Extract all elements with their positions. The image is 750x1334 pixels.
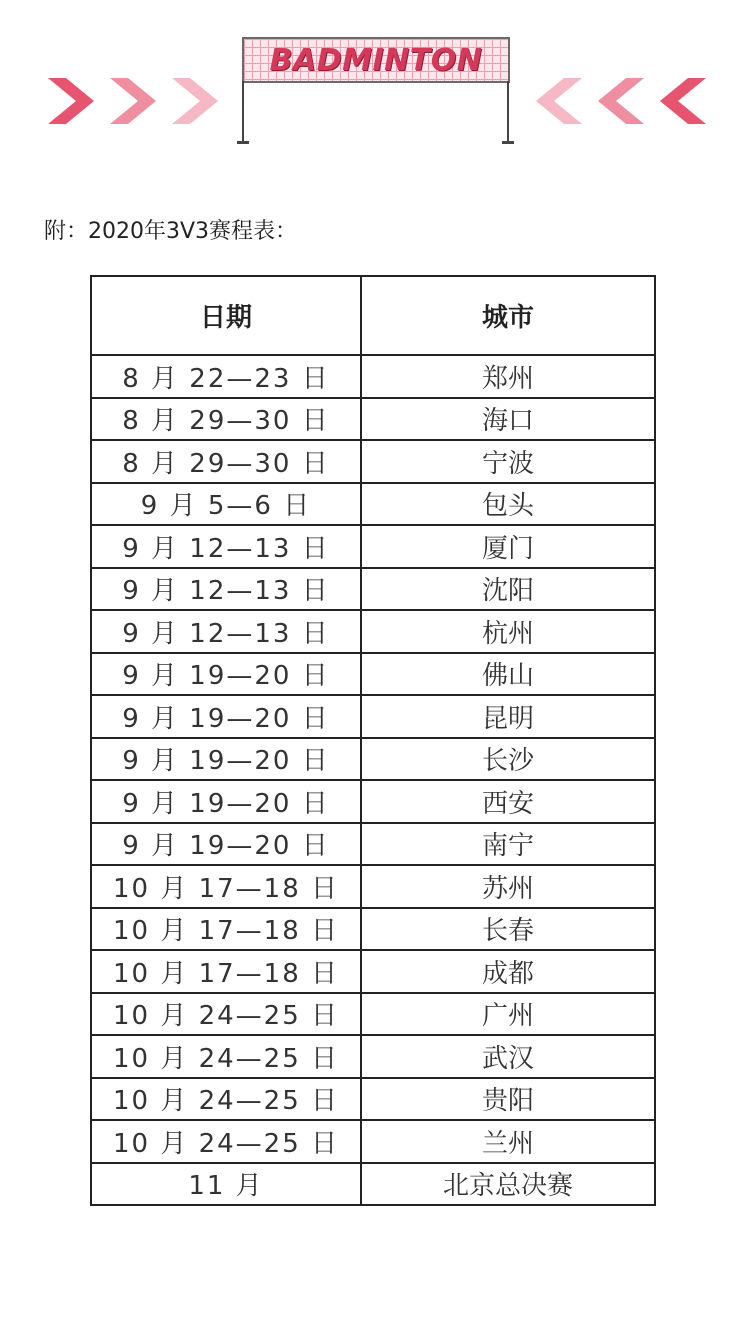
- date-cell: 10 月 24—25 日: [91, 1035, 361, 1078]
- table-row: [91, 568, 655, 611]
- city-cell: 包头: [361, 483, 655, 526]
- date-cell: 10 月 17—18 日: [91, 865, 361, 908]
- date-cell: 8 月 29—30 日: [91, 398, 361, 441]
- badminton-net: [242, 37, 510, 83]
- city-cell: 兰州: [361, 1120, 655, 1163]
- city-cell: 北京总决赛: [361, 1163, 655, 1206]
- table-row: [91, 1078, 655, 1121]
- city-cell: 成都: [361, 950, 655, 993]
- city-cell: 广州: [361, 993, 655, 1036]
- table-row: [91, 398, 655, 441]
- net-foot-right: [502, 141, 514, 144]
- table-row: [91, 823, 655, 866]
- header-date: 日期: [91, 276, 361, 355]
- table-row: [91, 1163, 655, 1206]
- city-cell: 郑州: [361, 355, 655, 398]
- city-cell: 贵阳: [361, 1078, 655, 1121]
- city-cell: 宁波: [361, 440, 655, 483]
- schedule-intro: 附：2020年3V3赛程表：: [44, 219, 298, 244]
- table-row: [91, 355, 655, 398]
- date-cell: 10 月 17—18 日: [91, 908, 361, 951]
- city-cell: 厦门: [361, 525, 655, 568]
- date-cell: 9 月 19—20 日: [91, 653, 361, 696]
- date-cell: 10 月 24—25 日: [91, 1078, 361, 1121]
- city-cell: 南宁: [361, 823, 655, 866]
- header-city: 城市: [361, 276, 655, 355]
- city-cell: 长沙: [361, 738, 655, 781]
- table-row: [91, 440, 655, 483]
- city-cell: 长春: [361, 908, 655, 951]
- date-cell: 9 月 19—20 日: [91, 738, 361, 781]
- date-cell: 8 月 29—30 日: [91, 440, 361, 483]
- table-row: [91, 525, 655, 568]
- schedule-table: [90, 275, 656, 1206]
- table-row: [91, 483, 655, 526]
- date-cell: 11 月: [91, 1163, 361, 1206]
- chevron-right-icon: [172, 78, 218, 124]
- chevron-right-icon: [48, 78, 94, 124]
- badminton-banner: [0, 0, 750, 160]
- chevron-left-icon: [536, 78, 582, 124]
- table-row: [91, 993, 655, 1036]
- city-cell: 苏州: [361, 865, 655, 908]
- date-cell: 9 月 19—20 日: [91, 823, 361, 866]
- date-cell: 9 月 19—20 日: [91, 780, 361, 823]
- table-row: [91, 1120, 655, 1163]
- table-row: [91, 865, 655, 908]
- table-row: [91, 950, 655, 993]
- table-row: [91, 738, 655, 781]
- chevron-right-icon: [110, 78, 156, 124]
- net-pole-right: [507, 81, 509, 143]
- city-cell: 武汉: [361, 1035, 655, 1078]
- date-cell: 8 月 22—23 日: [91, 355, 361, 398]
- net-foot-left: [237, 141, 249, 144]
- date-cell: 10 月 17—18 日: [91, 950, 361, 993]
- table-row: [91, 908, 655, 951]
- city-cell: 西安: [361, 780, 655, 823]
- banner-title: BADMINTON: [269, 43, 483, 78]
- table-row: [91, 1035, 655, 1078]
- date-cell: 9 月 12—13 日: [91, 568, 361, 611]
- chevron-left-icon: [598, 78, 644, 124]
- date-cell: 10 月 24—25 日: [91, 1120, 361, 1163]
- city-cell: 海口: [361, 398, 655, 441]
- table-header-row: [91, 276, 655, 355]
- date-cell: 9 月 12—13 日: [91, 610, 361, 653]
- table-row: [91, 695, 655, 738]
- chevron-left-icon: [660, 78, 706, 124]
- table-row: [91, 653, 655, 696]
- table-row: [91, 610, 655, 653]
- city-cell: 沈阳: [361, 568, 655, 611]
- date-cell: 9 月 12—13 日: [91, 525, 361, 568]
- date-cell: 9 月 19—20 日: [91, 695, 361, 738]
- date-cell: 9 月 5—6 日: [91, 483, 361, 526]
- net-pole-left: [242, 81, 244, 143]
- table-row: [91, 780, 655, 823]
- date-cell: 10 月 24—25 日: [91, 993, 361, 1036]
- city-cell: 佛山: [361, 653, 655, 696]
- city-cell: 昆明: [361, 695, 655, 738]
- city-cell: 杭州: [361, 610, 655, 653]
